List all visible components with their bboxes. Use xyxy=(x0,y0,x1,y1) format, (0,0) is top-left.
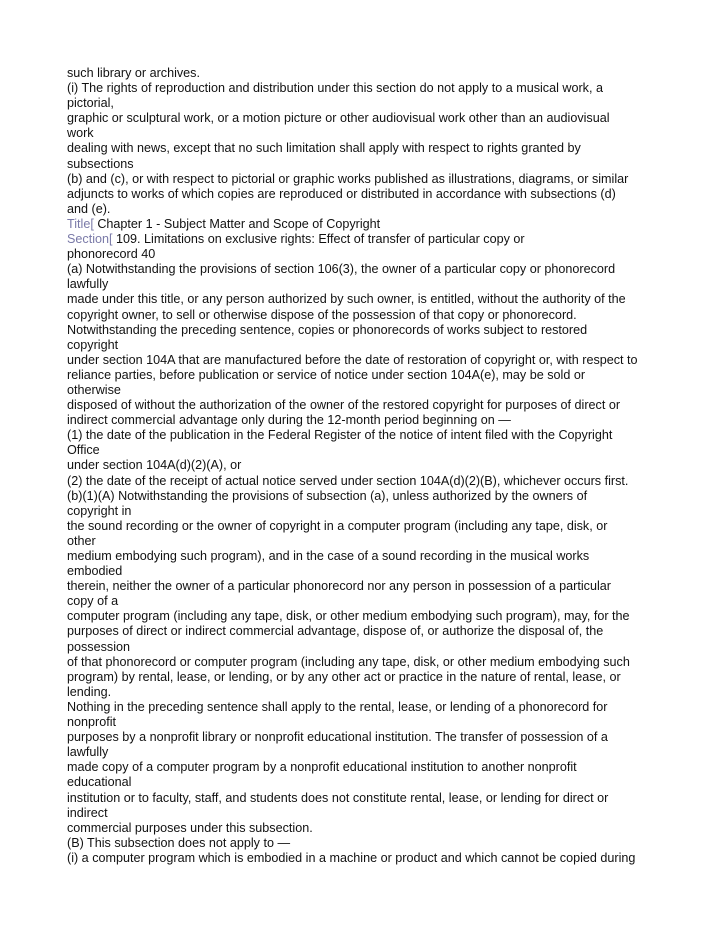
line-text: other xyxy=(67,533,96,548)
line-text: (i) a computer program which is embodied in a machine or product and which cannot be copied during xyxy=(67,850,636,865)
document-page xyxy=(67,66,667,866)
line-text: purposes of direct or indirect commercial advantage, dispose of, or authorize the disposal of, the xyxy=(67,624,604,639)
text-line xyxy=(67,745,667,760)
text-line xyxy=(67,474,667,489)
line-text: reliance parties, before publication or service of notice under section 104A(e), may be sold or xyxy=(67,367,586,382)
line-text: commercial purposes under this subsection. xyxy=(67,820,313,835)
text-line xyxy=(67,172,667,187)
line-text: copyright in xyxy=(67,503,132,518)
text-line xyxy=(67,398,667,413)
line-text: graphic or sculptural work, or a motion picture or other audiovisual work other than an audiovisual xyxy=(67,111,610,126)
line-text: work xyxy=(67,126,94,141)
line-text: (a) Notwithstanding the provisions of section 106(3), the owner of a particular copy or phonorecord xyxy=(67,262,616,277)
text-line xyxy=(67,323,667,338)
line-text: pictorial, xyxy=(67,96,114,111)
text-line xyxy=(67,96,667,111)
text-line xyxy=(67,383,667,398)
line-text: under section 104A that are manufactured before the date of restoration of copyright or, with respect to xyxy=(67,352,638,367)
line-text: computer program (including any tape, disk, or other medium embodying such program), may, for the xyxy=(67,609,630,624)
line-text: program) by rental, lease, or lending, or by any other act or practice in the nature of rental, lease, or xyxy=(67,669,621,684)
line-text: (i) The rights of reproduction and distribution under this section do not apply to a musical work, a xyxy=(67,81,603,96)
text-line xyxy=(67,579,667,594)
text-line xyxy=(67,277,667,292)
text-line xyxy=(67,428,667,443)
line-text: (b) and (c), or with respect to pictorial or graphic works published as illustrations, diagrams, or similar xyxy=(67,171,629,186)
text-line xyxy=(67,624,667,639)
text-line xyxy=(67,760,667,775)
line-text: copyright owner, to sell or otherwise dispose of the possession of that copy or phonorecord. xyxy=(67,307,577,322)
line-text: such library or archives. xyxy=(67,66,200,80)
text-line xyxy=(67,564,667,579)
line-text: institution or to faculty, staff, and students does not constitute rental, lease, or lending for direct or xyxy=(67,790,609,805)
text-line xyxy=(67,504,667,519)
line-text: the sound recording or the owner of copyright in a computer program (including any tape, disk, or xyxy=(67,518,608,533)
text-line xyxy=(67,670,667,685)
text-line xyxy=(67,141,667,156)
line-text: lending. xyxy=(67,684,112,699)
text-line xyxy=(67,126,667,141)
line-text: dealing with news, except that no such limitation shall apply with respect to rights granted by xyxy=(67,141,581,156)
text-line xyxy=(67,262,667,277)
line-text: possession xyxy=(67,639,131,654)
text-line xyxy=(67,413,667,428)
text-line xyxy=(67,836,667,851)
line-text: therein, neither the owner of a particular phonorecord nor any person in possession of a particular xyxy=(67,579,611,594)
text-line xyxy=(67,851,667,866)
text-line xyxy=(67,549,667,564)
line-text: copyright xyxy=(67,337,119,352)
text-line xyxy=(67,791,667,806)
text-line xyxy=(67,730,667,745)
text-line xyxy=(67,308,667,323)
text-line xyxy=(67,594,667,609)
line-text: subsections xyxy=(67,156,134,171)
document-body xyxy=(67,66,667,866)
text-line xyxy=(67,111,667,126)
line-text: educational xyxy=(67,775,132,790)
text-line xyxy=(67,640,667,655)
line-text: of that phonorecord or computer program (including any tape, disk, or other medium embodying such xyxy=(67,654,630,669)
text-line xyxy=(67,715,667,730)
line-text: under section 104A(d)(2)(A), or xyxy=(67,458,242,473)
text-line xyxy=(67,534,667,549)
text-line xyxy=(67,292,667,307)
text-line xyxy=(67,609,667,624)
text-line xyxy=(67,247,667,262)
line-text: (b)(1)(A) Notwithstanding the provisions of subsection (a), unless authorized by the owners of xyxy=(67,488,588,503)
line-text: embodied xyxy=(67,564,123,579)
line-text: (2) the date of the receipt of actual notice served under section 104A(d)(2)(B), whichever occurs first. xyxy=(67,473,629,488)
line-text: lawfully xyxy=(67,277,109,292)
line-text: made under this title, or any person authorized by such owner, is entitled, without the authority of the xyxy=(67,292,626,307)
line-text: and (e). xyxy=(67,201,111,216)
text-line xyxy=(67,775,667,790)
text-line xyxy=(67,187,667,202)
line-text: (B) This subsection does not apply to — xyxy=(67,835,291,850)
text-line xyxy=(67,338,667,353)
line-text: disposed of without the authorization of the owner of the restored copyright for purposes of direct or xyxy=(67,398,621,413)
text-line xyxy=(67,157,667,172)
line-text: Nothing in the preceding sentence shall apply to the rental, lease, or lending of a phonorecord for xyxy=(67,699,608,714)
line-text: phonorecord 40 xyxy=(67,247,156,262)
text-line xyxy=(67,353,667,368)
line-text: Notwithstanding the preceding sentence, copies or phonorecords of works subject to restored xyxy=(67,322,588,337)
line-text: nonprofit xyxy=(67,715,117,730)
heading-label: Section[ xyxy=(67,232,113,247)
text-line xyxy=(67,232,667,247)
line-text: indirect commercial advantage only during the 12-month period beginning on — xyxy=(67,413,511,428)
text-line xyxy=(67,443,667,458)
line-text: Chapter 1 - Subject Matter and Scope of Copyright xyxy=(93,216,381,231)
line-text: otherwise xyxy=(67,382,121,397)
text-line xyxy=(67,368,667,383)
text-line xyxy=(67,821,667,836)
line-text: adjuncts to works of which copies are reproduced or distributed in accordance with subsections (d) xyxy=(67,186,616,201)
text-line xyxy=(67,81,667,96)
line-text: 109. Limitations on exclusive rights: Effect of transfer of particular copy or xyxy=(112,232,525,247)
line-text: medium embodying such program), and in the case of a sound recording in the musical works xyxy=(67,549,590,563)
line-text: indirect xyxy=(67,805,108,820)
text-line xyxy=(67,519,667,534)
line-text: made copy of a computer program by a nonprofit educational institution to another nonprofit xyxy=(67,760,577,775)
text-line xyxy=(67,458,667,473)
line-text: copy of a xyxy=(67,594,119,609)
text-line xyxy=(67,700,667,715)
text-line xyxy=(67,806,667,821)
text-line xyxy=(67,202,667,217)
text-line xyxy=(67,655,667,670)
line-text: lawfully xyxy=(67,745,109,760)
heading-label: Title[ xyxy=(67,216,94,231)
line-text: (1) the date of the publication in the Federal Register of the notice of intent filed with the Copyright xyxy=(67,428,613,443)
text-line xyxy=(67,66,667,81)
text-line xyxy=(67,685,667,700)
text-line xyxy=(67,489,667,504)
line-text: purposes by a nonprofit library or nonprofit educational institution. The transfer of possession of a xyxy=(67,730,608,745)
line-text: Office xyxy=(67,443,100,458)
text-line xyxy=(67,217,667,232)
